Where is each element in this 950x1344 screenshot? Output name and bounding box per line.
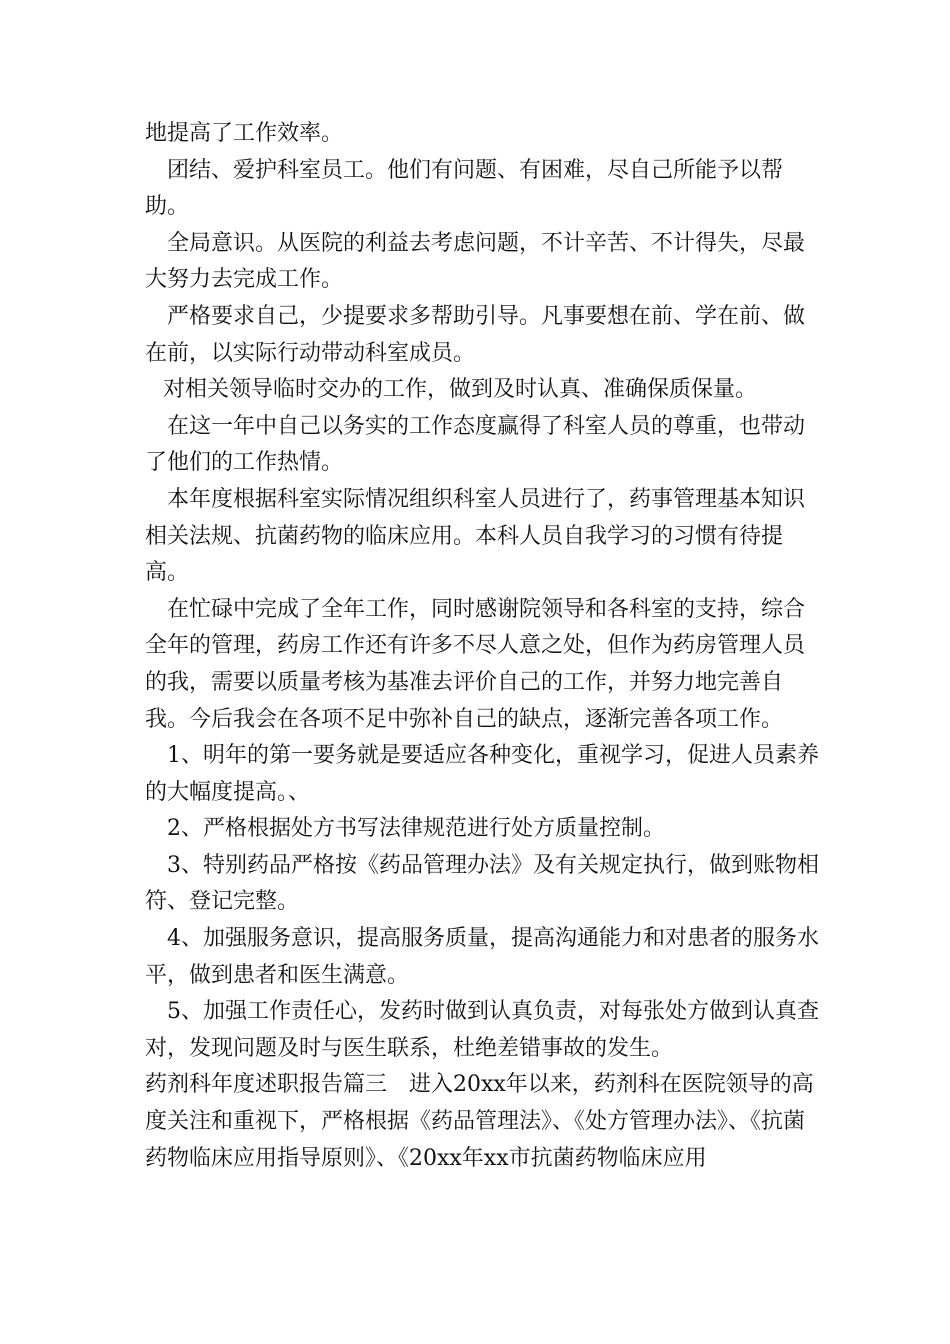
section-start-paragraph: 药剂科年度述职报告篇三 进入20xx年以来，药剂科在医院领导的高度关注和重视下，严格根据《药品管理法》、《处方管理办法》、《抗菌药物临床应用指导原则》、《20xx年xx市抗菌药物临床应用 bbox=[145, 1072, 814, 1171]
paragraph-4: 严格要求自己，少提要求多帮助引导。凡事要想在前、学在前、做在前，以实际行动带动科室成员。 bbox=[145, 303, 806, 366]
list-item-5: 5、加强工作责任心，发药时做到认真负责，对每张处方做到认真查对，发现问题及时与医生联系，杜绝差错事故的发生。 bbox=[145, 999, 819, 1061]
paragraph-7: 本年度根据科室实际情况组织科室人员进行了，药事管理基本知识相关法规、抗菌药物的临床应用。本科人员自我学习的习惯有待提高。 bbox=[145, 486, 806, 586]
list-item-3: 3、特别药品严格按《药品管理办法》及有关规定执行，做到账物相符、登记完整。 bbox=[145, 852, 819, 915]
document-body bbox=[145, 116, 820, 1177]
list-item-2: 2、严格根据处方书写法律规范进行处方质量控制。 bbox=[167, 816, 665, 842]
paragraph-3: 全局意识。从医院的利益去考虑问题，不计辛苦、不计得失，尽最大努力去完成工作。 bbox=[145, 230, 806, 293]
paragraph-6: 在这一年中自己以务实的工作态度赢得了科室人员的尊重，也带动了他们的工作热情。 bbox=[145, 413, 806, 476]
paragraph-1: 地提高了工作效率。 bbox=[145, 121, 344, 146]
list-item-4: 4、加强服务意识，提高服务质量，提高沟通能力和对患者的服务水平，做到患者和医生满意。 bbox=[145, 926, 819, 988]
paragraph-2: 团结、爱护科室员工。他们有问题、有困难，尽自己所能予以帮助。 bbox=[145, 157, 784, 220]
paragraph-8: 在忙碌中完成了全年工作，同时感谢院领导和各科室的支持，综合全年的管理，药房工作还有许多不尽人意之处，但作为药房管理人员的我，需要以质量考核为基准去评价自己的工作，并努力地完善自我。今后我会在各项不足中弥补自己的缺点，逐渐完善各项工作。 bbox=[145, 596, 806, 732]
paragraph-5: 对相关领导临时交办的工作，做到及时认真、准确保质保量。 bbox=[163, 377, 758, 403]
list-item-1: 1、明年的第一要务就是要适应各种变化，重视学习，促进人员素养的大幅度提高。、 bbox=[145, 743, 819, 805]
